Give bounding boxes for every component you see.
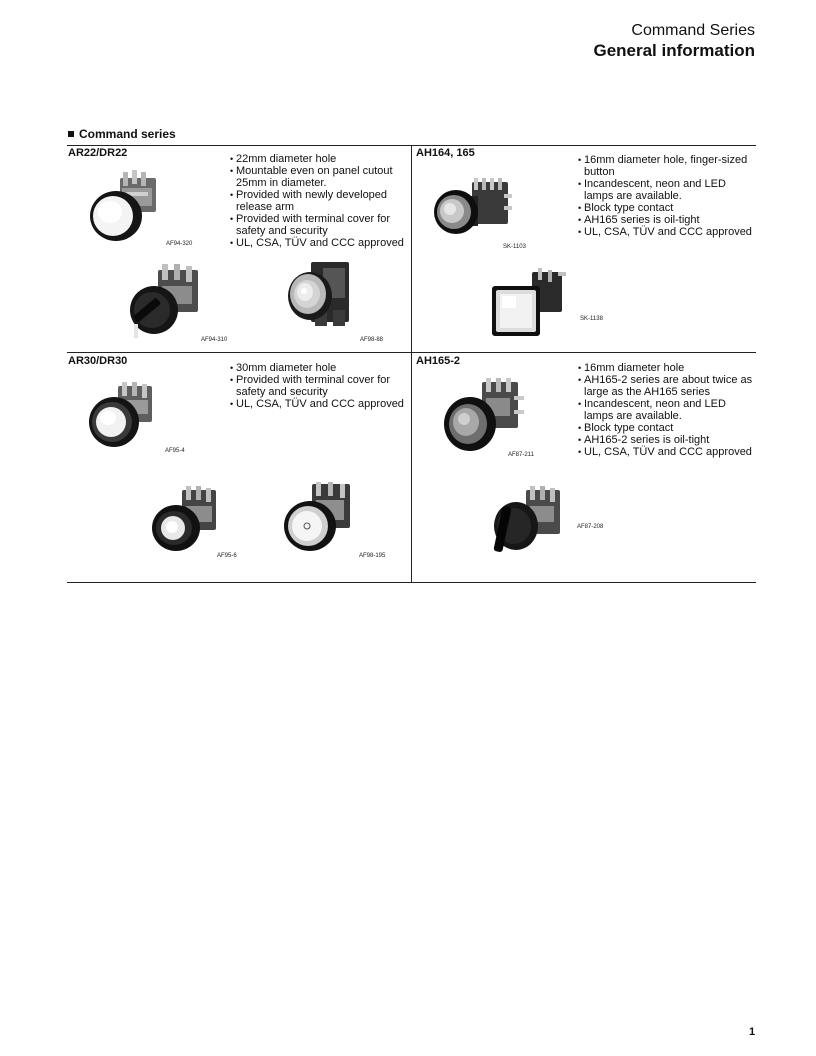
section-title bbox=[68, 127, 176, 141]
page-number: 1 bbox=[749, 1026, 756, 1038]
bullet-item: • Provided with terminal cover for safety and security bbox=[230, 213, 410, 237]
series-name: Command Series bbox=[631, 22, 755, 39]
photo-caption: AF95-4 bbox=[165, 448, 185, 454]
photo-caption: AF98-195 bbox=[359, 553, 386, 559]
photo-caption: AF94-310 bbox=[201, 337, 228, 343]
section-title-text: Command series bbox=[79, 127, 176, 141]
cell-title-ah164: AH164, 165 bbox=[416, 147, 475, 159]
product-photo-ar22-pushbutton bbox=[86, 168, 164, 246]
bullet-list-ar22 bbox=[230, 153, 410, 249]
bullet-item: • Mountable even on panel cutout 25mm in diameter. bbox=[230, 165, 410, 189]
bullet-item: • 16mm diameter hole, finger-sized button bbox=[578, 154, 753, 178]
photo-caption: SK-1103 bbox=[503, 244, 526, 250]
bullet-item: • Provided with terminal cover for safety and security bbox=[230, 374, 410, 398]
square-bullet-icon bbox=[68, 131, 74, 137]
product-photo-ar22-selector bbox=[122, 262, 204, 340]
product-photo-ah165-2-selector bbox=[486, 484, 568, 560]
product-photo-ar30-pushbutton bbox=[86, 380, 158, 450]
bullet-item: • Block type contact bbox=[578, 202, 753, 214]
bullet-item: • 30mm diameter hole bbox=[230, 362, 410, 374]
cell-title-ar22: AR22/DR22 bbox=[68, 147, 128, 159]
product-photo-ar30-illuminated-button bbox=[148, 484, 220, 554]
bullet-item: • 22mm diameter hole bbox=[230, 153, 410, 165]
bullet-item: • UL, CSA, TÜV and CCC approved bbox=[230, 398, 410, 410]
bullet-list-ah165-2 bbox=[578, 362, 756, 458]
product-photo-ah165-2-pushbutton bbox=[440, 376, 528, 456]
photo-caption: SK-1138 bbox=[580, 316, 603, 322]
product-photo-ar30-pilot-light bbox=[280, 480, 356, 554]
bullet-item: • AH165-2 series are about twice as large as the AH165 series bbox=[578, 374, 756, 398]
bullet-item: • UL, CSA, TÜV and CCC approved bbox=[578, 226, 753, 238]
bullet-item: • Incandescent, neon and LED lamps are available. bbox=[578, 398, 756, 422]
bullet-item: • AH165-2 series is oil-tight bbox=[578, 434, 756, 446]
bullet-list-ar30 bbox=[230, 362, 410, 410]
photo-caption: AF94-320 bbox=[166, 241, 193, 247]
bullet-item: • Block type contact bbox=[578, 422, 756, 434]
product-photo-ah165-square-button bbox=[488, 266, 570, 340]
table-column-divider bbox=[411, 145, 412, 583]
bullet-item: • Provided with newly developed release arm bbox=[230, 189, 410, 213]
bullet-list-ah164 bbox=[578, 154, 753, 238]
cell-title-ah165-2: AH165-2 bbox=[416, 355, 461, 367]
photo-caption: AF87-211 bbox=[508, 452, 534, 458]
bullet-item: • AH165 series is oil-tight bbox=[578, 214, 753, 226]
bullet-item: • 16mm diameter hole bbox=[578, 362, 756, 374]
photo-caption: AF98-88 bbox=[360, 337, 384, 343]
bullet-item: • UL, CSA, TÜV and CCC approved bbox=[230, 237, 410, 249]
page-title: General information bbox=[593, 41, 755, 60]
photo-caption: AF87-208 bbox=[577, 524, 604, 530]
photo-caption: AF95-6 bbox=[217, 553, 237, 559]
product-photo-ar22-pilot-light bbox=[283, 258, 355, 338]
bullet-item: • UL, CSA, TÜV and CCC approved bbox=[578, 446, 756, 458]
cell-title-ar30: AR30/DR30 bbox=[68, 355, 128, 367]
product-photo-ah164-pushbutton bbox=[428, 176, 514, 246]
bullet-item: • Incandescent, neon and LED lamps are available. bbox=[578, 178, 753, 202]
